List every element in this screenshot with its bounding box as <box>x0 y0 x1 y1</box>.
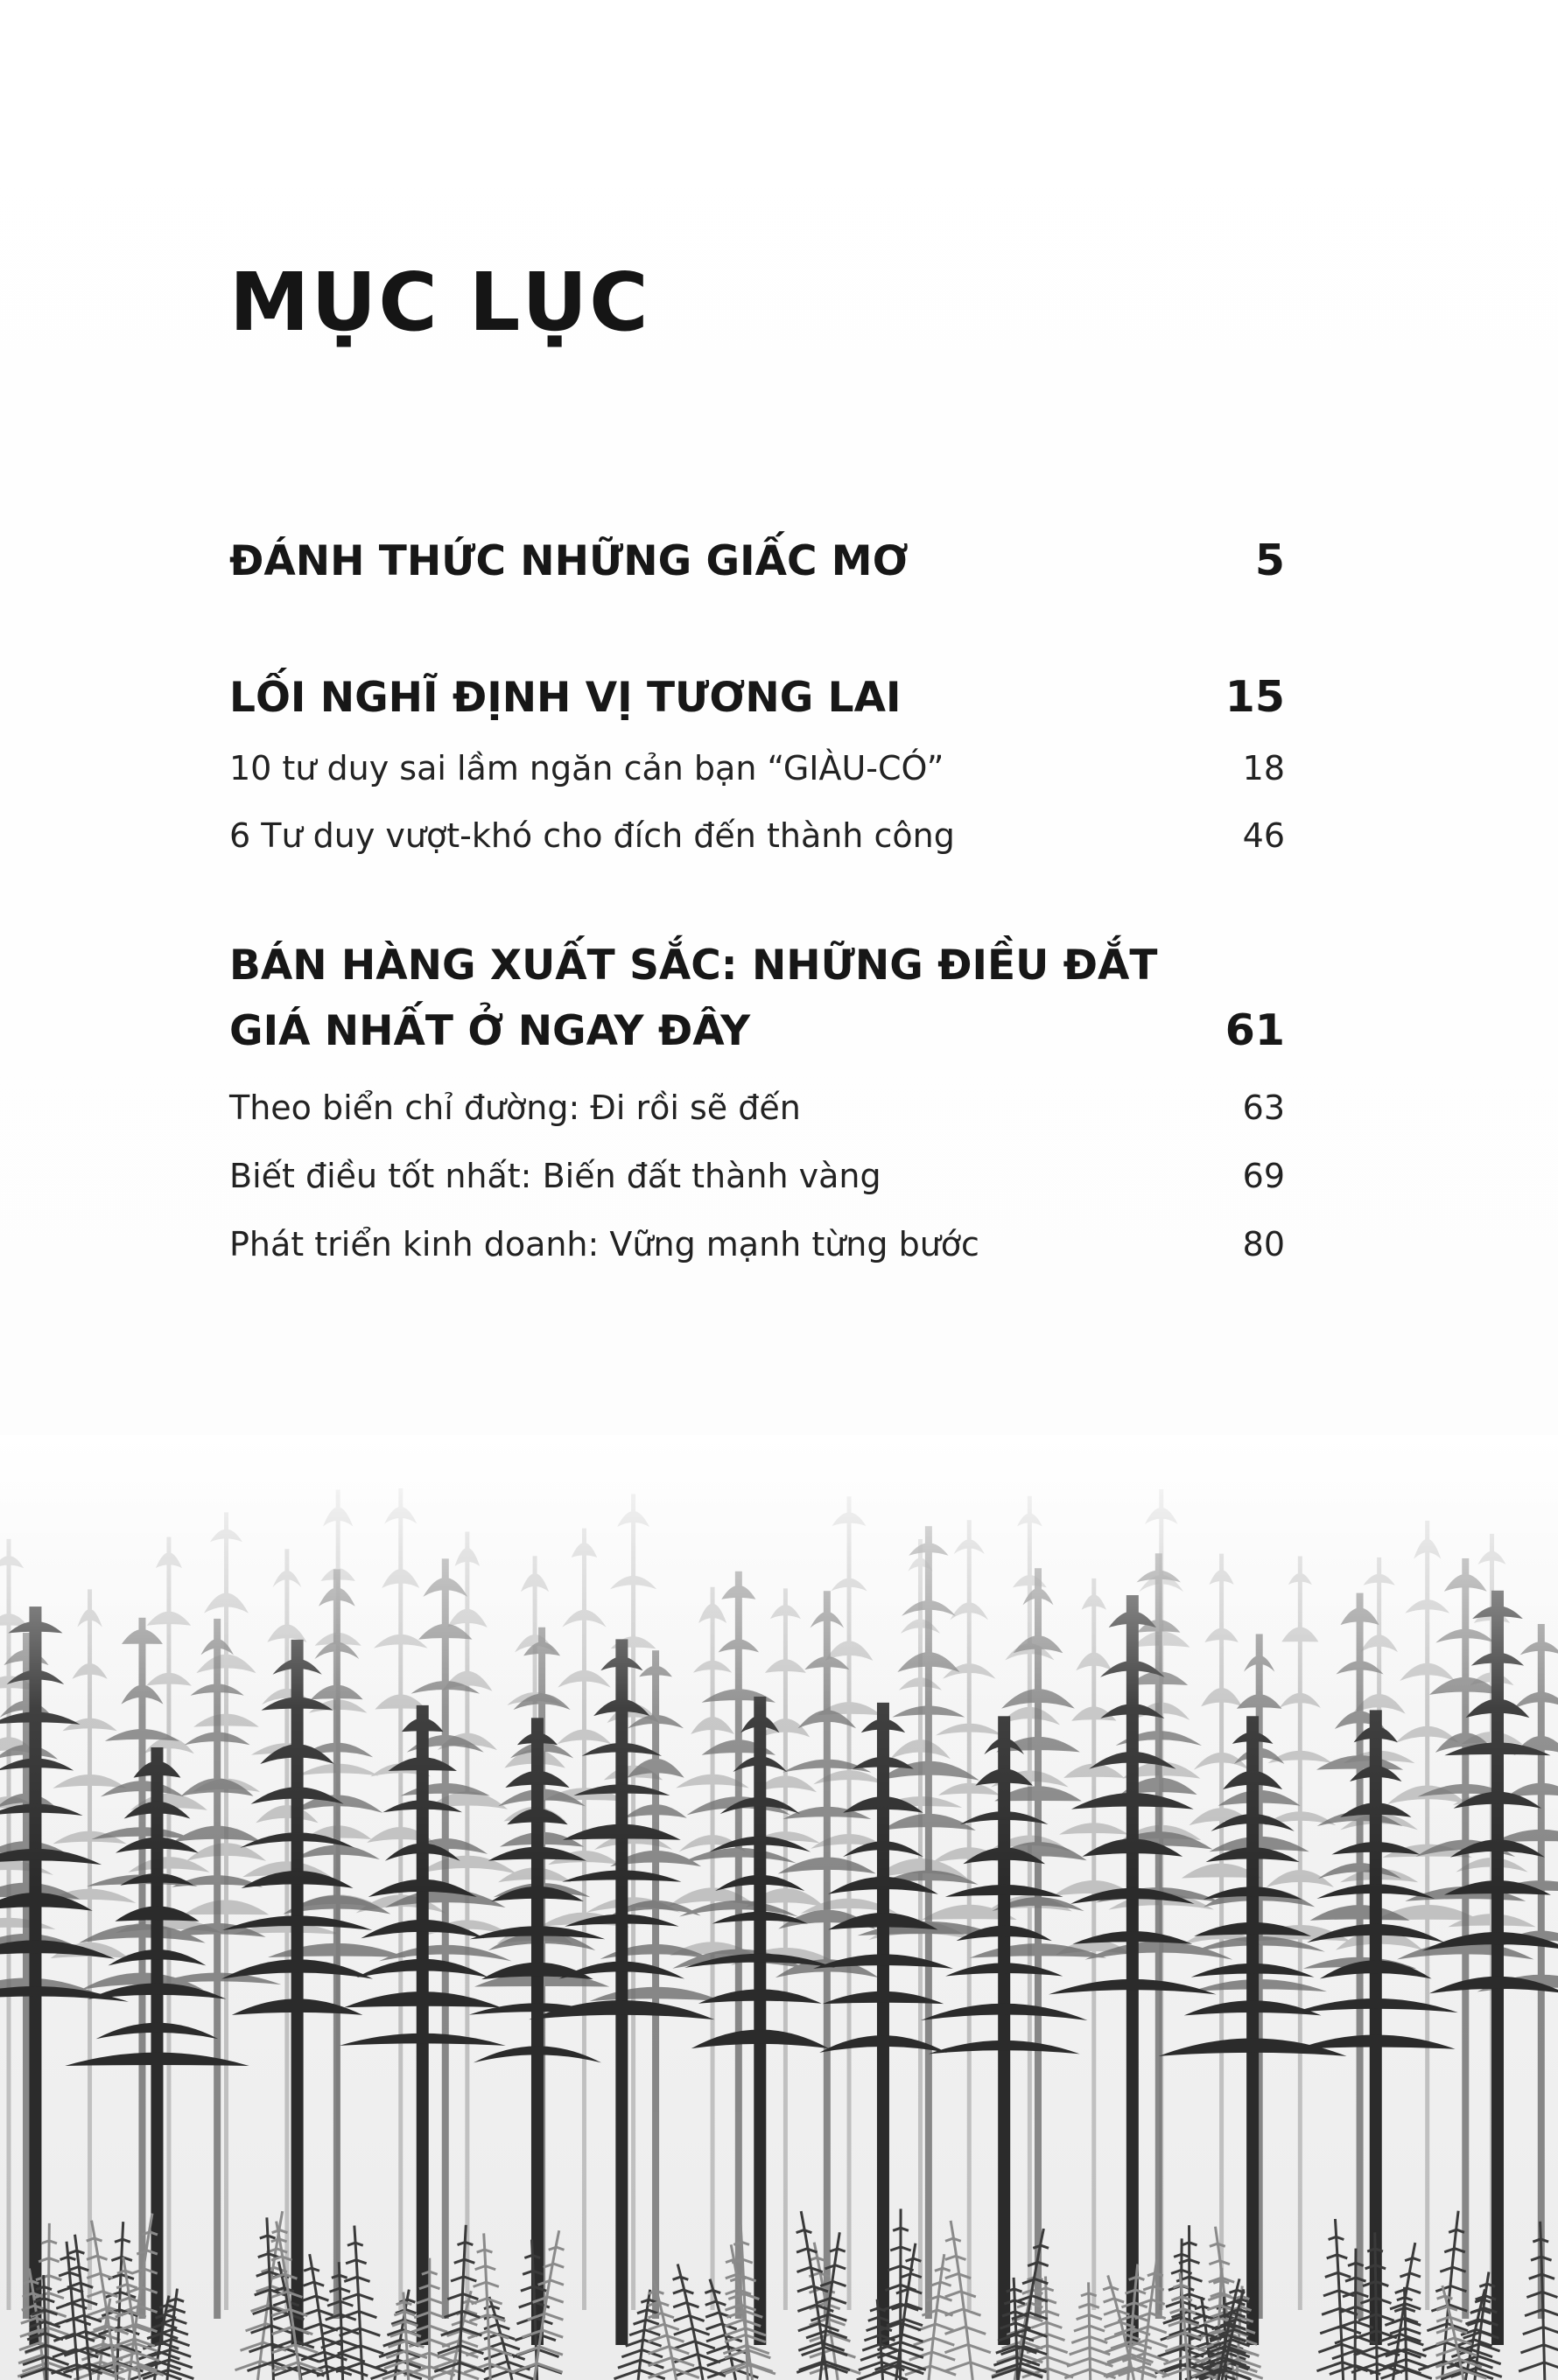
section-title: Phát triển kinh doanh: Vững mạnh từng bước <box>229 1225 979 1264</box>
section-page-number: 46 <box>1242 816 1285 855</box>
toc-chapter-2[interactable] <box>229 672 1285 722</box>
toc-chapter-3[interactable] <box>229 942 1285 1055</box>
chapter-title: ĐÁNH THỨC NHỮNG GIẤC MƠ <box>229 537 909 585</box>
toc-section[interactable] <box>229 749 1285 788</box>
section-title: Theo biển chỉ đường: Đi rồi sẽ đến <box>229 1088 801 1127</box>
chapter-title-line-2: GIÁ NHẤT Ở NGAY ĐÂY <box>229 1007 751 1055</box>
section-page-number: 80 <box>1242 1225 1285 1264</box>
section-title: 10 tư duy sai lầm ngăn cản bạn “GIÀU-CÓ” <box>229 749 944 788</box>
chapter-page-number: 15 <box>1225 672 1285 722</box>
section-page-number: 18 <box>1242 749 1285 788</box>
section-title: 6 Tư duy vượt-khó cho đích đến thành công <box>229 816 955 855</box>
chapter-page-number: 5 <box>1254 536 1285 585</box>
section-title: Biết điều tốt nhất: Biến đất thành vàng <box>229 1157 881 1195</box>
chapter-page-number: 61 <box>1225 1005 1285 1055</box>
toc-section[interactable] <box>229 1225 1285 1264</box>
section-page-number: 69 <box>1242 1157 1285 1195</box>
chapter-title-line-1: BÁN HÀNG XUẤT SẮC: NHỮNG ĐIỀU ĐẮT <box>229 942 1158 990</box>
forest-illustration <box>0 1435 1558 2380</box>
toc-chapter-1[interactable] <box>229 536 1285 585</box>
section-page-number: 63 <box>1242 1088 1285 1127</box>
chapter-title: LỐI NGHĨ ĐỊNH VỊ TƯƠNG LAI <box>229 674 902 722</box>
toc-section[interactable] <box>229 1088 1285 1127</box>
toc-section[interactable] <box>229 1157 1285 1195</box>
page-title: MỤC LỤC <box>229 256 650 349</box>
toc-section[interactable] <box>229 816 1285 855</box>
